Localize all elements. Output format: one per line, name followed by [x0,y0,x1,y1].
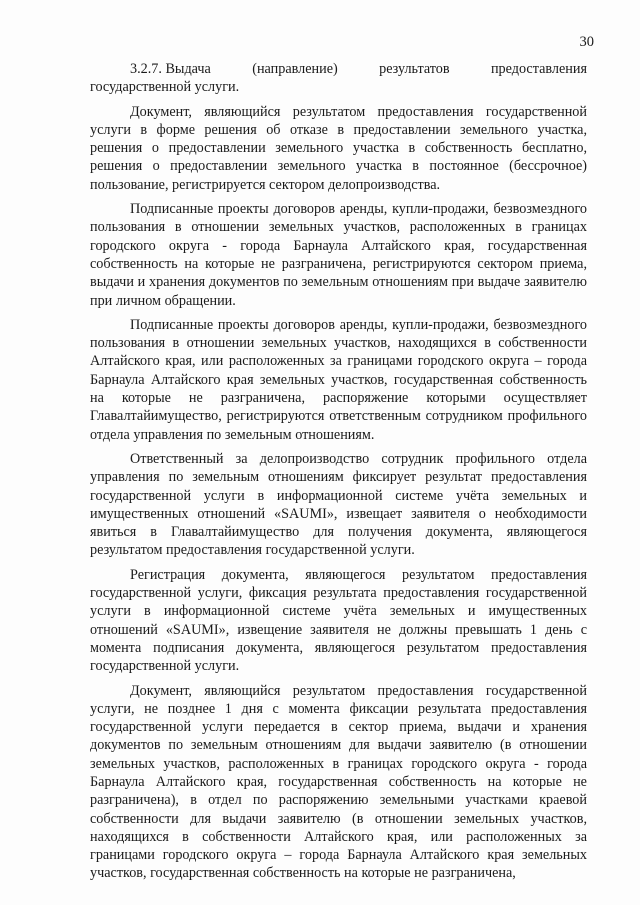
document-body [90,60,587,889]
heading-word: результатов [379,61,450,77]
section-heading [90,60,587,78]
paragraph: Ответственный за делопроизводство сотрудник профильного отдела управления по земельным отношениям фиксирует результат предоставления государственной услуги в информационной системе учёта земельных и имущественных отношений «SAUMI», извещает заявителя о необходимости явиться в Главалтайимущество для получения документа, являющегося результатом предоставления государственной услуги. [90,450,587,559]
paragraph: Документ, являющийся результатом предоставления государственной услуги в форме решения об отказе в предоставлении земельного участка, решения о предоставлении земельного участка в собственность бесплатно, решения о предоставлении земельного участка в постоянное (бессрочное) пользование, регистрируется сектором делопроизводства. [90,103,587,193]
paragraph: Регистрация документа, являющегося результатом предоставления государственной услуги, фиксация результата предоставления государственной услуги в информационной системе учёта земельных и имущественных отношений «SAUMI», извещение заявителя не должны превышать 1 день с момента подписания документа, являющегося результатом предоставления государственной услуги. [90,566,587,675]
paragraph: Подписанные проекты договоров аренды, купли-продажи, безвозмездного пользования в отношении земельных участков, находящихся в собственности Алтайского края, или расположенных за границами городского округа – города Барнаула Алтайского края земельных участков, государственная собственность на которые не разграничена, распоряжение которыми осуществляет Главалтайимущество, регистрируются ответственным сотрудником профильного отдела управления по земельным отношениям. [90,316,587,443]
heading-word: (направление) [252,61,338,77]
heading-word: предоставления [490,61,587,77]
paragraph: Подписанные проекты договоров аренды, купли-продажи, безвозмездного пользования в отношении земельных участков, расположенных в границах городского округа - города Барнаула Алтайского края, государственная собственность на которые не разграничена, регистрируются сектором приема, выдачи и хранения документов по земельным отношениям при выдаче заявителю при личном обращении. [90,201,587,309]
section-heading-continuation: государственной услуги. [90,79,240,96]
paragraph: Документ, являющийся результатом предоставления государственной услуги, не позднее 1 дня с момента фиксации результата предоставления государственной услуги передается в сектор приема, выдачи и хранения документов по земельным отношениям для выдачи заявителю (в отношении земельных участков, расположенных в границах городского округа - города Барнаула Алтайского края, государственная собственность на которые не разграничена), в отдел по распоряжению земельными участками краевой собственности для выдачи заявителю (в отношении земельных участков, находящихся в собственности Алтайского края, или расположенных за границами городского округа – города Барнаула Алтайского края земельных участков, государственная собственность на которые не разграничена, [90,682,587,882]
heading-word: 3.2.7. Выдача [130,61,211,77]
page-number: 30 [579,34,594,50]
